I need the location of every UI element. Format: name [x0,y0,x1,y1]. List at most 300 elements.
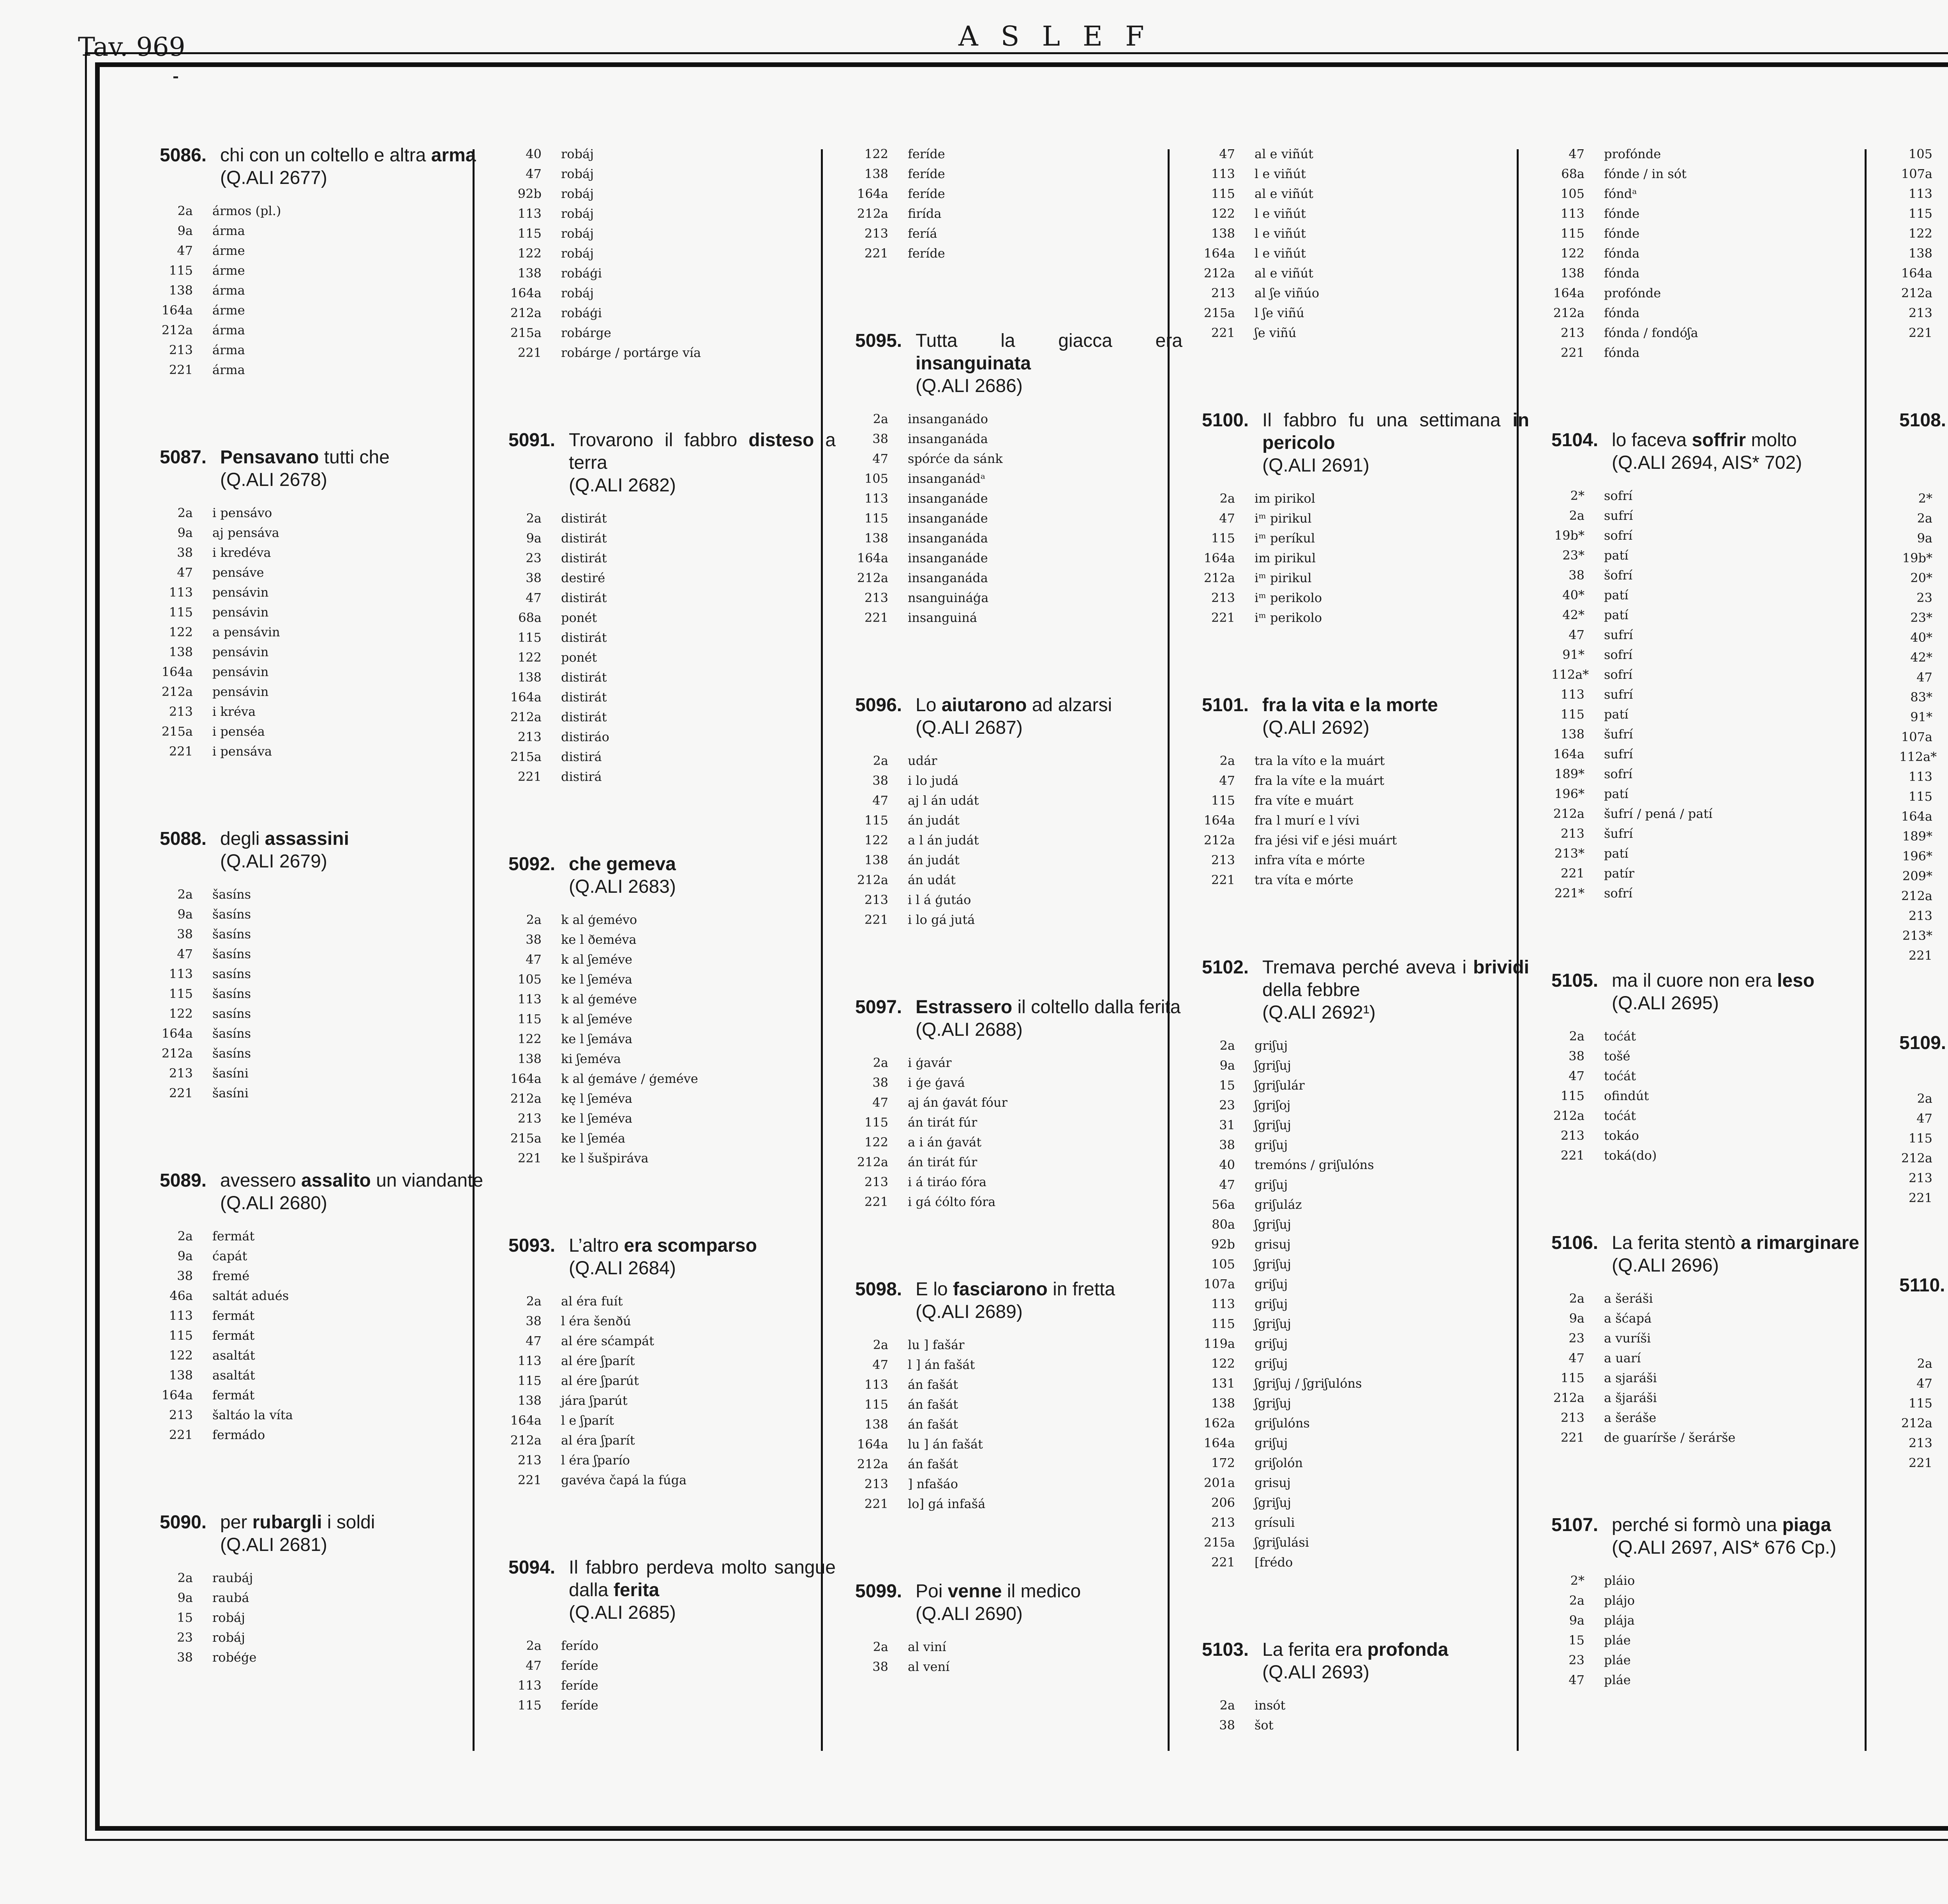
point-number: 115 [517,1698,542,1713]
response-row [1899,906,1948,926]
dialect-form: sofrí [1604,767,1633,781]
dialect-form: a uarí [1604,1351,1641,1365]
entry-block [1202,956,1529,1572]
dialect-form: ferído [561,1638,599,1653]
entry-spacer [1899,1208,1948,1274]
response-row [1899,1129,1948,1148]
dialect-form: al e viñút [1255,266,1313,281]
response-row [1899,787,1948,807]
response-row [1202,850,1529,870]
dialect-form: griʃuláz [1255,1197,1302,1212]
response-row [508,509,836,528]
point-number: 47 [1916,1111,1932,1126]
point-number: 213 [517,1111,542,1126]
response-row [1551,1066,1879,1086]
question-number: 5110. [1899,1275,1945,1296]
response-row [508,628,836,648]
dialect-form: án fašát [908,1397,958,1412]
point-number: 164a [161,664,193,679]
question-number: 5096. [855,695,902,715]
dialect-form: al éra fuít [561,1294,623,1309]
dialect-form: án tirát fúr [908,1155,978,1169]
response-row [508,144,836,164]
dialect-form: ke l ʃeméva [561,1111,632,1126]
point-number: 164a [1553,286,1585,300]
response-row [1551,883,1879,903]
point-number: 113 [864,1377,888,1392]
question-heading [855,1278,1182,1323]
response-row [1551,685,1879,705]
response-row [1551,1408,1879,1428]
response-row [855,204,1182,224]
response-row [508,244,836,263]
question-heading [1202,956,1529,1024]
response-row [1551,744,1879,764]
response-row [1899,1374,1948,1394]
point-number: 164a [857,186,888,201]
dialect-form: distirát [561,590,607,605]
response-row [855,791,1182,811]
point-number: 115 [517,1373,542,1388]
point-number: 107a [1203,1277,1235,1291]
response-row [160,300,487,320]
response-row [1899,648,1948,668]
response-row [1899,263,1948,283]
point-number: 138 [517,266,542,281]
point-number: 9a [177,1249,193,1263]
response-row [1551,1106,1879,1126]
entry-spacer [508,1168,836,1235]
entry-block [855,996,1182,1212]
point-number: 119a [1203,1336,1235,1351]
question-heading [160,1511,487,1556]
point-number: 40* [1910,630,1932,645]
response-row [508,707,836,727]
response-row [160,682,487,702]
entry-block [1551,970,1879,1166]
keyword: fasciarono [953,1279,1048,1300]
response-row [855,164,1182,184]
point-number: 122 [169,1348,193,1363]
dialect-form: robáj [561,286,594,300]
dialect-form: patí [1604,707,1629,722]
dialect-form: iᵐ períkul [1255,531,1315,546]
point-number: 122 [1211,1356,1235,1371]
dialect-form: grisuj [1255,1237,1291,1252]
point-number: 105 [864,471,888,486]
point-number: 221 [1560,345,1585,360]
responses-list [1202,489,1529,628]
point-number: 122 [864,1135,888,1150]
point-number: 213 [169,1408,193,1422]
keyword: assalito [301,1170,371,1191]
point-number: 196* [1554,786,1585,801]
dialect-form: ke l ðeméva [561,932,637,947]
dialect-form: fremé [212,1268,250,1283]
response-row [1202,751,1529,771]
point-number: 2a [1569,508,1585,523]
point-number: 2a [1219,491,1235,506]
point-number: 221 [517,1151,542,1166]
responses-list [160,201,487,380]
dialect-form: aj pensáva [212,525,279,540]
dialect-form: i lo judá [908,773,959,788]
response-row [855,1434,1182,1454]
dialect-form: im pirikul [1255,551,1316,565]
response-row [160,885,487,904]
entry-spacer [508,787,836,853]
point-number: 221 [169,1086,193,1100]
dialect-form: insanganáde [908,551,988,565]
question-fragment: della febbre [1262,980,1360,1000]
dialect-form: robárge / portárge vía [561,345,701,360]
response-row [1899,1413,1948,1433]
point-number: 47 [1569,1673,1585,1687]
question-heading [160,828,487,873]
question-number: 5093. [508,1235,556,1256]
dialect-form: árma [212,362,245,377]
dialect-form: iᵐ pirikul [1255,570,1312,585]
dialect-form: robáj [561,166,594,181]
response-row [1551,1046,1879,1066]
dialect-form: sufrí [1604,508,1633,523]
keyword: Estrassero [916,997,1013,1017]
dialect-form: griʃuj [1255,1296,1288,1311]
question-heading [855,694,1182,739]
response-row [1899,1433,1948,1453]
response-row [1551,224,1879,244]
response-row [855,509,1182,528]
question-heading [1551,1514,1879,1559]
dialect-form: robéģe [212,1650,257,1665]
point-number: 138 [864,853,888,867]
dialect-form: šasíns [212,986,251,1001]
point-number: 115 [864,1397,888,1412]
response-row [508,568,836,588]
dialect-form: sufrí [1604,747,1633,761]
dialect-form: plája [1604,1613,1635,1628]
responses-list [508,509,836,787]
question-text [569,1235,836,1280]
point-number: 221 [1560,1148,1585,1163]
entry-block [1551,144,1879,363]
dialect-form: ponét [561,610,597,625]
point-number: 122 [517,650,542,665]
dialect-form: fónda [1604,246,1640,261]
point-number: 92b [517,186,542,201]
response-row [1551,784,1879,804]
source-reference: (Q.ALI 2679) [220,851,327,872]
response-row [508,1009,836,1029]
entry-spacer [1551,1448,1879,1514]
point-number: 38 [1569,568,1585,583]
source-reference: (Q.ALI 2694, AIS* 702) [1612,452,1802,473]
dialect-form: ʃgriʃulár [1255,1078,1305,1093]
keyword: a rimarginare [1740,1233,1860,1253]
dialect-form: fónda / fondóʃa [1604,325,1698,340]
point-number: 189* [1902,829,1932,844]
dialect-form: k al ʃeméve [561,952,632,967]
dialect-form: k al ģemévo [561,912,637,927]
question-text [1612,1232,1879,1277]
column-4 [1202,144,1529,1735]
entry-block [508,1235,836,1490]
response-row [508,1331,836,1351]
response-row [1202,164,1529,184]
response-row [160,702,487,722]
point-number: 83* [1910,690,1932,705]
dialect-form: ke l šušpiráva [561,1151,649,1166]
question-heading [508,1556,836,1624]
dialect-form: fra víte e muárt [1255,793,1353,808]
dialect-form: sofrí [1604,528,1633,543]
entry-spacer [1202,1572,1529,1639]
response-row [508,588,836,608]
dialect-form: asaltát [212,1348,255,1363]
dialect-form: šufrí / pená / patí [1604,806,1713,821]
dialect-form: nsanguináģa [908,590,989,605]
point-number: 115 [1211,1316,1235,1331]
dialect-form: insanganádᵃ [908,471,986,486]
dialect-form: raubá [212,1590,249,1605]
dialect-form: insanganáda [908,531,988,546]
response-row [1899,628,1948,648]
point-number: 113 [1908,769,1932,784]
response-row [855,548,1182,568]
response-row [1899,144,1948,164]
question-fragment: Lo [916,695,942,715]
point-number: 2a [526,1294,542,1309]
question-number: 5100. [1202,410,1249,431]
question-number: 5103. [1202,1639,1249,1660]
dialect-form: pláe [1604,1653,1631,1667]
point-number: 122 [169,1006,193,1021]
response-row [160,1286,487,1306]
dialect-form: ʃgriʃuj [1255,1257,1291,1272]
point-number: 47 [872,793,888,808]
dialect-form: l e viñút [1255,226,1306,241]
entry-block [160,1511,487,1667]
point-number: 221 [864,610,888,625]
point-number: 212a [1203,266,1235,281]
response-row [1551,705,1879,724]
point-number: 2a [526,912,542,927]
dialect-form: i pensávo [212,505,272,520]
response-row [855,830,1182,850]
dialect-form: robáģi [561,306,602,320]
dialect-form: l éra šenðú [561,1314,631,1328]
question-fragment: a terra [569,430,836,473]
dialect-form: fónda [1604,266,1640,281]
point-number: 138 [1560,727,1585,742]
response-row [160,1306,487,1326]
response-row [1899,807,1948,827]
response-row [1551,1571,1879,1591]
dialect-form: raubáj [212,1570,253,1585]
response-row [1551,1126,1879,1146]
point-number: 122 [864,147,888,161]
responses-list [160,885,487,1103]
question-text [1262,694,1529,739]
response-row [855,1494,1182,1514]
dialect-form: griʃuj [1255,1277,1288,1291]
dialect-form: saltát adués [212,1288,289,1303]
point-number: 115 [1908,1131,1932,1146]
entry-block [508,853,836,1168]
response-row [160,642,487,662]
dialect-form: insanganáde [908,491,988,506]
point-number: 215a [510,749,542,764]
response-row [508,323,836,343]
point-number: 2a [1219,1038,1235,1053]
point-number: 2a [873,1337,888,1352]
point-number: 212a [510,1433,542,1448]
point-number: 38 [526,932,542,947]
question-fragment: molto [1746,430,1797,450]
dialect-form: ʃgriʃuj [1255,1396,1291,1411]
question-text [569,429,836,497]
point-number: 47 [872,1095,888,1110]
question-fragment: tutti che [319,447,390,468]
point-number: 2* [1570,488,1585,503]
question-fragment: il medico [1002,1581,1081,1602]
point-number: 215a [510,1131,542,1146]
dialect-form: robáj [561,206,594,221]
point-number: 221 [1908,1455,1932,1470]
point-number: 115 [169,1328,193,1343]
point-number: 113 [1560,687,1585,702]
entry-spacer [1899,966,1948,1032]
point-number: 47 [1569,1351,1585,1365]
point-number: 115 [1211,793,1235,808]
point-number: 105 [1560,186,1585,201]
dialect-form: profónde [1604,147,1661,161]
response-row [1551,1591,1879,1611]
dialect-form: distirá [561,749,602,764]
response-row [1899,846,1948,866]
response-row [1899,1453,1948,1473]
point-number: 221 [169,362,193,377]
point-number: 15 [1569,1633,1585,1648]
response-row [508,1656,836,1676]
point-number: 23 [1569,1331,1585,1346]
dialect-form: griʃuj [1255,1137,1288,1152]
response-row [508,950,836,970]
point-number: 47 [1569,627,1585,642]
dialect-form: ke l ʃeméa [561,1131,625,1146]
response-row [1202,1235,1529,1254]
dialect-form: griʃolón [1255,1455,1303,1470]
question-number: 5104. [1551,430,1599,450]
point-number: 213 [1211,1515,1235,1530]
response-row [1899,668,1948,687]
response-row [1202,1493,1529,1513]
dialect-form: insanguiná [908,610,977,625]
question-text [220,144,487,189]
response-row [1202,144,1529,164]
dialect-form: án fašát [908,1377,958,1392]
dialect-form: árme [212,303,245,318]
dialect-form: pláio [1604,1573,1635,1588]
dialect-form: aj l án udát [908,793,979,808]
dialect-form: árma [212,283,245,298]
dialect-form: a šeráše [1604,1410,1657,1425]
dialect-form: ʃe viñú [1255,325,1297,340]
response-row [1551,283,1879,303]
source-reference: (Q.ALI 2690) [916,1604,1023,1624]
response-row [1202,1715,1529,1735]
point-number: 113 [517,206,542,221]
response-row [1551,764,1879,784]
question-text [1612,970,1879,1015]
response-row [1899,1354,1948,1374]
point-number: 212a [510,1091,542,1106]
point-number: 113 [1908,186,1932,201]
response-row [855,449,1182,469]
point-number: 221 [1908,948,1932,963]
entry-block [855,330,1182,628]
dialect-form: distirát [561,710,607,724]
dialect-form: ʃgriʃoj [1255,1098,1291,1113]
point-number: 2a [1219,753,1235,768]
point-number: 113 [517,1678,542,1693]
point-number: 122 [864,833,888,848]
response-row [855,244,1182,263]
point-number: 2a [177,1229,193,1243]
response-row [1899,548,1948,568]
source-reference: (Q.ALI 2691) [1262,455,1369,476]
response-row [160,201,487,221]
response-row [508,1291,836,1311]
dialect-form: de guarírše / šerárše [1604,1430,1736,1445]
response-row [508,1636,836,1656]
point-number: 2a [177,887,193,902]
response-row [855,429,1182,449]
response-row [508,1391,836,1411]
dialect-form: al ʃe viñúo [1255,286,1320,300]
keyword: Pensavano [220,447,319,468]
response-row [855,1657,1182,1677]
response-row [508,970,836,989]
response-row [508,1470,836,1490]
point-number: 46a [169,1288,193,1303]
question-heading [160,446,487,491]
response-row [160,984,487,1004]
question-number: 5094. [508,1557,556,1578]
point-number: 213 [1908,306,1932,320]
point-number: 221 [1211,873,1235,887]
point-number: 164a [510,1413,542,1428]
point-number: 212a [161,1046,193,1061]
response-row [1899,164,1948,184]
point-number: 47 [526,590,542,605]
response-row [855,409,1182,429]
response-row [1551,665,1879,685]
dialect-form: l e viñút [1255,206,1306,221]
dialect-form: fónda [1604,306,1640,320]
point-number: 221 [1211,1555,1235,1570]
question-number: 5086. [160,145,207,166]
source-reference: (Q.ALI 2697, AIS* 676 Cp.) [1612,1537,1837,1558]
response-row [1551,526,1879,546]
point-number: 138 [864,531,888,546]
response-row [508,1109,836,1129]
point-number: 9a [1569,1613,1585,1628]
point-number: 113 [169,585,193,600]
response-row [1551,323,1879,343]
entry-spacer [508,363,836,429]
response-row [160,340,487,360]
